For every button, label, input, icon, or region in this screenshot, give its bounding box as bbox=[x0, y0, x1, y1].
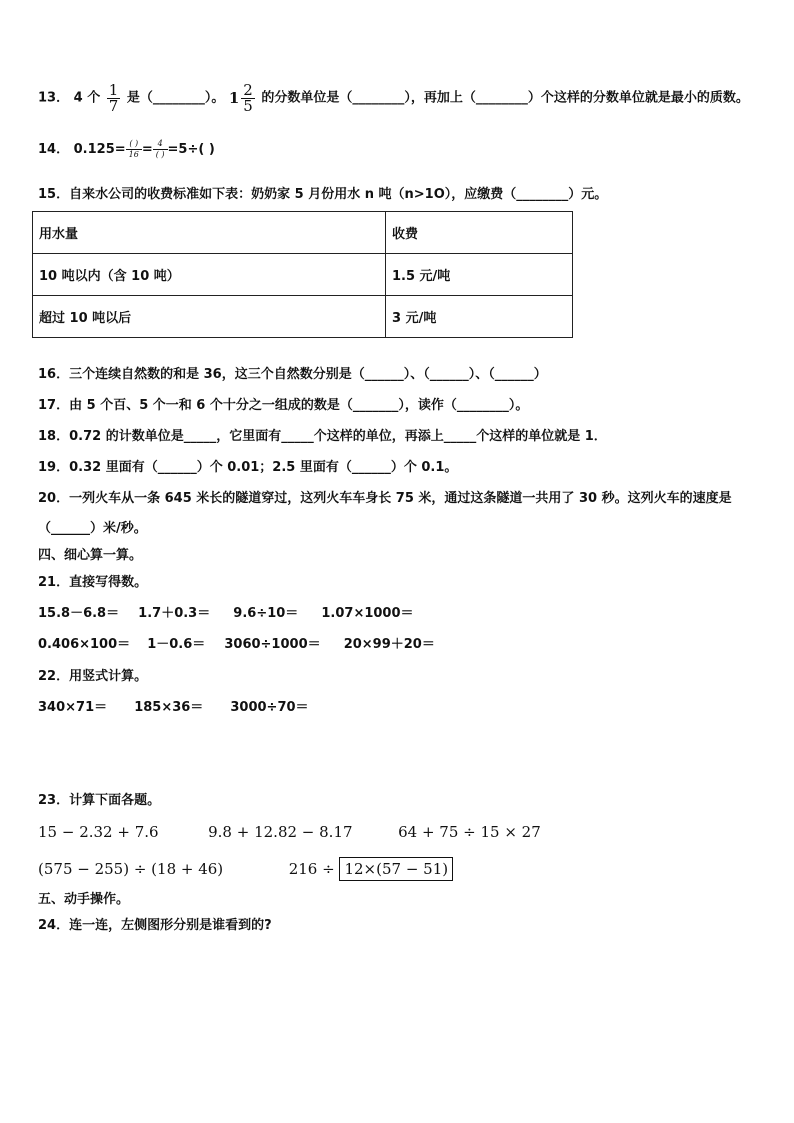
question-14: 14． 0.125= ( ) 16 = 4 ( ) =5÷( ) bbox=[38, 139, 215, 159]
calc-item: 1－0.6＝ bbox=[147, 637, 206, 652]
question-20-line-2: （______）米/秒。 bbox=[38, 521, 147, 536]
question-21-row-2 bbox=[38, 636, 435, 654]
question-15: 15．自来水公司的收费标准如下表：奶奶家 5 月份用水 n 吨（n>1O），应缴费（________）元。 bbox=[38, 187, 608, 202]
calc-item: 1.07×1000＝ bbox=[321, 606, 414, 621]
expression: 15 − 2.32 + 7.6 bbox=[38, 823, 159, 841]
calc-item: 185×36＝ bbox=[134, 700, 204, 715]
question-23-row-2 bbox=[38, 855, 453, 883]
question-19: 19．0.32 里面有（______）个 0.01；2.5 里面有（______）个 0.1。 bbox=[38, 460, 458, 475]
fraction-4-over-blank: 4 ( ) bbox=[153, 139, 168, 160]
fraction-one-seventh: $\frac{1}{7}$ bbox=[108, 80, 119, 115]
table-row: 10 吨以内（含 10 吨） 1.5 元/吨 bbox=[33, 254, 573, 296]
table-row: 超过 10 吨以后 3 元/吨 bbox=[33, 296, 573, 338]
expression: 216 ÷ 12×(57 − 51) bbox=[289, 860, 453, 878]
question-13: 13． 4 个 $\frac{1}{7}$ 是（________）。 1 $\frac{2}{5}$ 的分数单位是（________），再加上（________）个这样的分数单位就是最小的质数。 bbox=[38, 80, 749, 115]
question-21-row-1 bbox=[38, 605, 414, 623]
calc-item: 1.7＋0.3＝ bbox=[138, 606, 211, 621]
question-18: 18．0.72 的计数单位是_____，它里面有_____个这样的单位，再添上_____个这样的单位就是 1． bbox=[38, 429, 607, 444]
calc-item: 3000÷70＝ bbox=[230, 700, 309, 715]
question-22-row bbox=[38, 699, 309, 717]
question-17: 17．由 5 个百、5 个一和 6 个十分之一组成的数是（_______），读作（________）。 bbox=[38, 398, 529, 413]
fraction-blank-over-16: ( ) 16 bbox=[126, 139, 142, 160]
section-5-heading: 五、动手操作。 bbox=[38, 892, 130, 907]
question-23-title: 23．计算下面各题。 bbox=[38, 793, 161, 808]
calc-item: 9.6÷10＝ bbox=[233, 606, 299, 621]
calc-item: 0.406×100＝ bbox=[38, 637, 131, 652]
calc-item: 3060÷1000＝ bbox=[224, 637, 321, 652]
water-fee-table bbox=[32, 211, 573, 338]
calc-item: 340×71＝ bbox=[38, 700, 108, 715]
question-20-line-1: 20．一列火车从一条 645 米长的隧道穿过，这列火车车身长 75 米，通过这条隧道一共用了 30 秒。这列火车的速度是 bbox=[38, 491, 732, 506]
question-24: 24．连一连，左侧图形分别是谁看到的? bbox=[38, 918, 272, 933]
fraction-two-fifths: $\frac{2}{5}$ bbox=[243, 80, 253, 115]
expression: 9.8 + 12.82 − 8.17 bbox=[208, 823, 353, 841]
expression: 64 + 75 ÷ 15 × 27 bbox=[398, 823, 541, 841]
table-row: 用水量 收费 bbox=[33, 212, 573, 254]
question-16: 16．三个连续自然数的和是 36，这三个自然数分别是（______）、（______）、（______） bbox=[38, 367, 547, 382]
question-21-title: 21．直接写得数。 bbox=[38, 575, 148, 590]
section-4-heading: 四、细心算一算。 bbox=[38, 548, 143, 563]
calc-item: 15.8－6.8＝ bbox=[38, 606, 120, 621]
question-23-row-1 bbox=[38, 823, 541, 841]
question-22-title: 22．用竖式计算。 bbox=[38, 669, 148, 684]
square-bracket-group: 12×(57 − 51) bbox=[339, 857, 453, 881]
calc-item: 20×99＋20＝ bbox=[343, 637, 435, 652]
expression: (575 − 255) ÷ (18 + 46) bbox=[38, 860, 224, 878]
